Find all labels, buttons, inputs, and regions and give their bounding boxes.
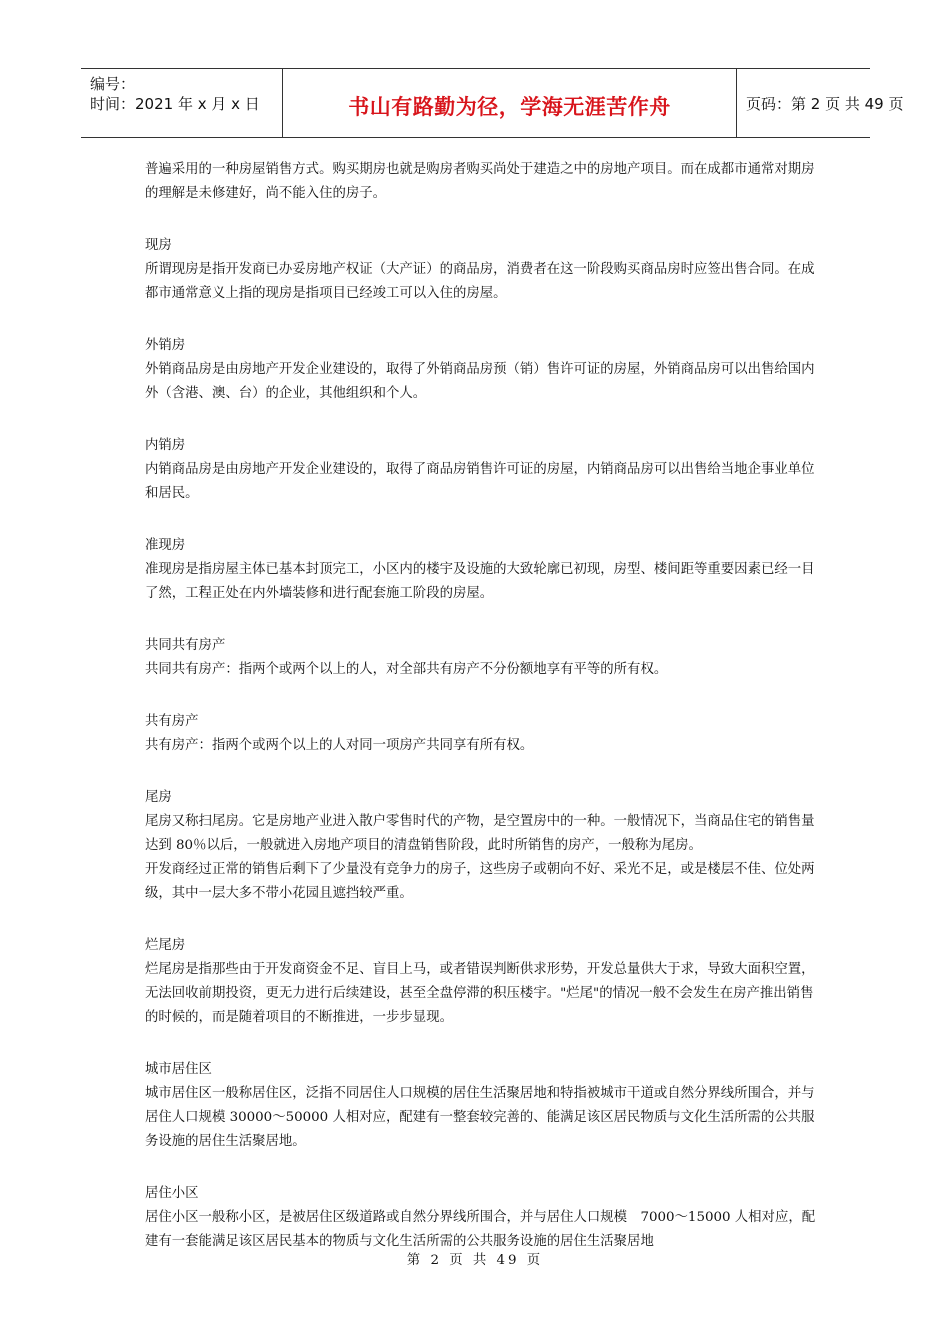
header-middle-cell bbox=[282, 69, 737, 137]
term-heading: 居住小区 bbox=[145, 1186, 199, 1201]
document-time-label: 时间：2021 年 x 月 x 日 bbox=[90, 95, 260, 113]
page-footer: 第 2 页 共 49 页 bbox=[406, 1253, 544, 1268]
header-right-cell bbox=[737, 69, 904, 137]
term-definition: 烂尾房是指那些由于开发商资金不足、盲目上马，或者错误判断供求形势，开发总量供大于求，导致大面积空置，无法回收前期投资，更无力进行后续建设，甚至全盘停滞的积压楼宇。"烂尾"的情况一般不会发生在房产推出销售的时候的，而是随着项目的不断推进，一步步显现。 bbox=[145, 962, 815, 1025]
term-definition: 共同共有房产：指两个或两个以上的人，对全部共有房产不分份额地享有平等的所有权。 bbox=[145, 662, 668, 677]
term-definition: 外销商品房是由房地产开发企业建设的，取得了外销商品房预（销）售许可证的房屋，外销商品房可以出售给国内外（含港、澳、台）的企业，其他组织和个人。 bbox=[145, 362, 815, 401]
document-header bbox=[81, 68, 904, 138]
term-heading: 现房 bbox=[145, 238, 172, 253]
term-definition: 内销商品房是由房地产开发企业建设的，取得了商品房销售许可证的房屋，内销商品房可以出售给当地企事业单位和居民。 bbox=[145, 462, 815, 501]
term-definition: 开发商经过正常的销售后剩下了少量没有竞争力的房子，这些房子或朝向不好、采光不足，或是楼层不佳、位处两级，其中一层大多不带小花园且遮挡较严重。 bbox=[145, 862, 815, 901]
term-heading: 城市居住区 bbox=[145, 1062, 212, 1077]
header-page-info: 页码：第 2 页 共 49 页 bbox=[746, 95, 904, 113]
intro-paragraph: 普遍采用的一种房屋销售方式。购买期房也就是购房者购买尚处于建造之中的房地产项目。而在成都市通常对期房的理解是未修建好，尚不能入住的房子。 bbox=[145, 162, 815, 201]
header-motto: 书山有路勤为径，学海无涯苦作舟 bbox=[348, 95, 671, 119]
document-body bbox=[145, 158, 817, 1254]
term-heading: 尾房 bbox=[145, 790, 172, 805]
header-left-cell bbox=[81, 69, 282, 137]
term-heading: 共有房产 bbox=[145, 714, 199, 729]
term-definition: 所谓现房是指开发商已办妥房地产权证（大产证）的商品房，消费者在这一阶段购买商品房时应签出售合同。在成都市通常意义上指的现房是指项目已经竣工可以入住的房屋。 bbox=[145, 262, 815, 301]
term-definition: 准现房是指房屋主体已基本封顶完工，小区内的楼宇及设施的大致轮廓已初现，房型、楼间距等重要因素已经一目了然，工程正处在内外墙装修和进行配套施工阶段的房屋。 bbox=[145, 562, 815, 601]
document-number-label: 编号： bbox=[90, 75, 136, 93]
term-heading: 准现房 bbox=[145, 538, 186, 553]
term-heading: 共同共有房产 bbox=[145, 638, 226, 653]
term-definition: 居住小区一般称小区，是被居住区级道路或自然分界线所围合，并与居住人口规模 7000～15000 人相对应，配建有一套能满足该区居民基本的物质与文化生活所需的公共服务设施的居住生活聚居地 bbox=[145, 1210, 816, 1249]
term-definition: 尾房又称扫尾房。它是房地产业进入散户零售时代的产物，是空置房中的一种。一般情况下，当商品住宅的销售量达到 80％以后，一般就进入房地产项目的清盘销售阶段，此时所销售的房产，一般称为尾房。 bbox=[145, 814, 815, 853]
term-definition: 城市居住区一般称居住区，泛指不同居住人口规模的居住生活聚居地和特指被城市干道或自然分界线所围合，并与居住人口规模 30000～50000 人相对应，配建有一整套较完善的、能满足该区居民物质与文化生活所需的公共服务设施的居住生活聚居地。 bbox=[145, 1086, 815, 1149]
term-definition: 共有房产：指两个或两个以上的人对同一项房产共同享有所有权。 bbox=[145, 738, 534, 753]
term-heading: 外销房 bbox=[145, 338, 186, 353]
term-heading: 烂尾房 bbox=[145, 938, 186, 953]
term-heading: 内销房 bbox=[145, 438, 186, 453]
